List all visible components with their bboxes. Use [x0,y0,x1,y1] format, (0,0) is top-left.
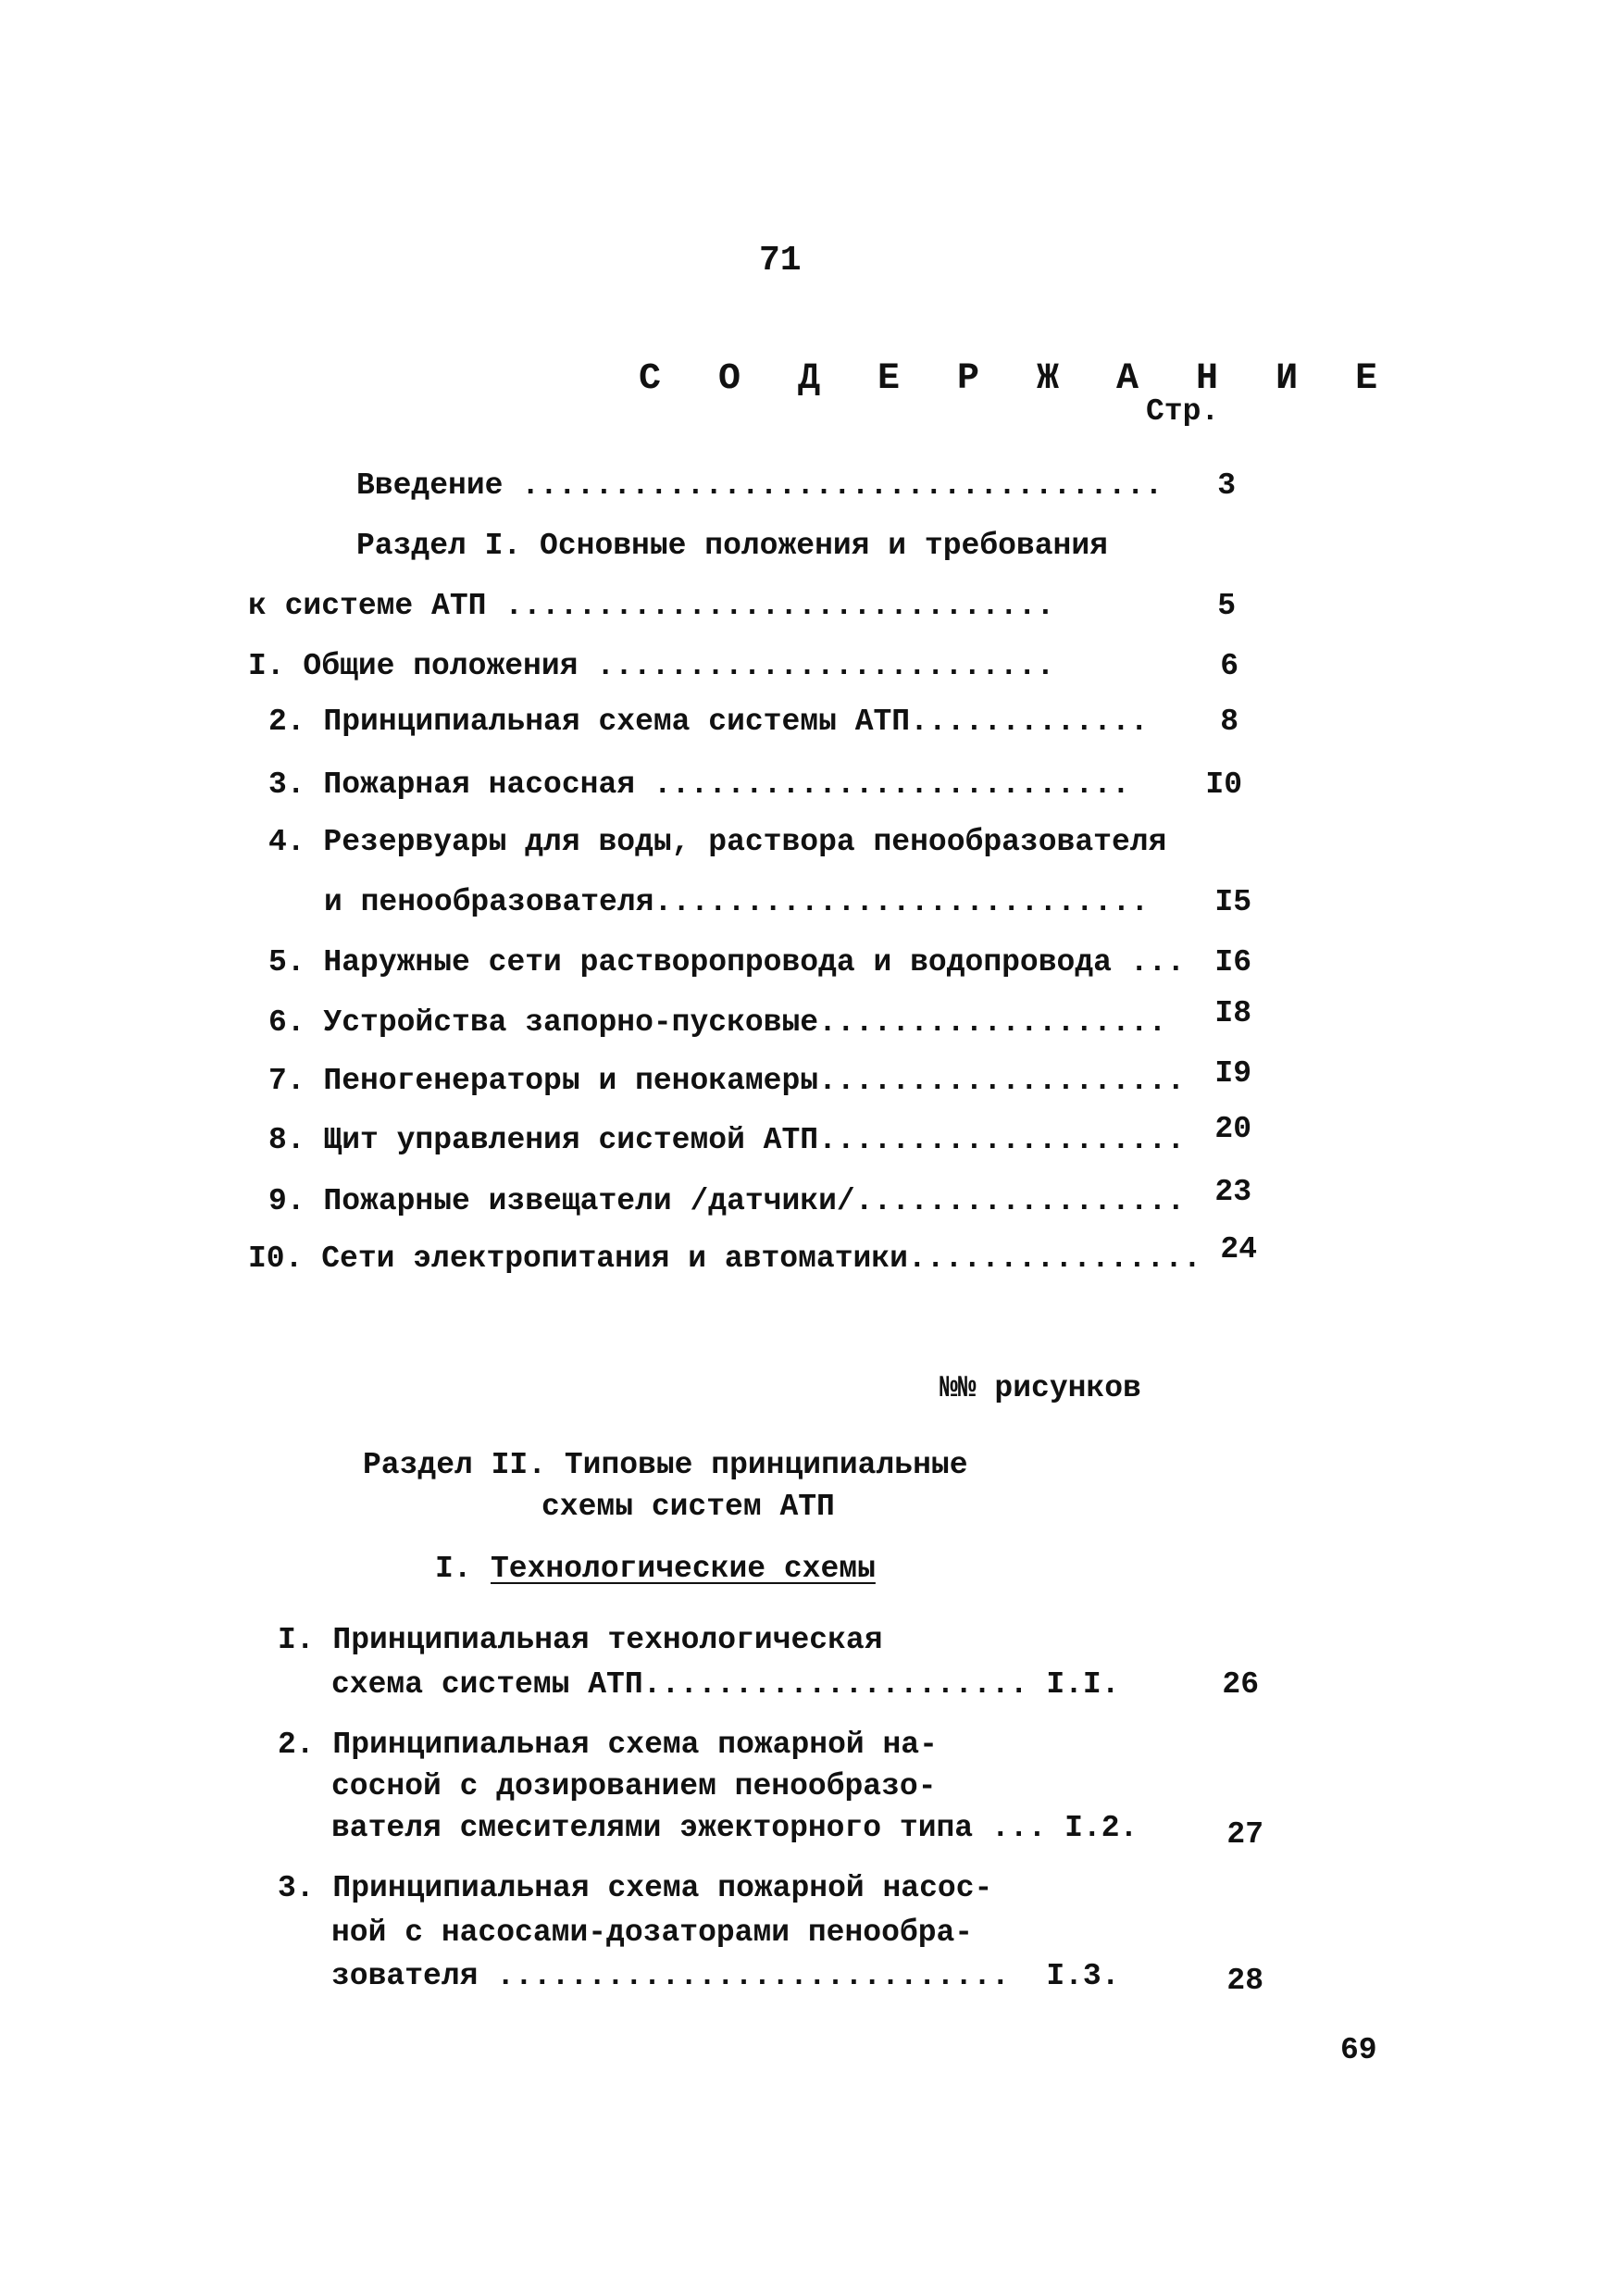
page-number-top: 71 [759,241,802,281]
figure-entry-page: 26 [1222,1667,1259,1702]
toc-entry-page: I6 [1214,945,1251,980]
subsection-title: Технологические схемы [491,1552,876,1586]
toc-entry-text: 3. Пожарная насосная .......................... [268,767,1130,802]
figure-entry-page: 27 [1226,1817,1263,1852]
toc-entry-text: 6. Устройства запорно-пусковые................... [268,1005,1167,1040]
figures-column-label: №№ рисунков [940,1371,1141,1405]
toc-entry-page: 8 [1220,705,1238,739]
figure-entry-text: 2. Принципиальная схема пожарной на- [278,1728,938,1762]
page-column-label: Стр. [1146,394,1220,429]
toc-entry-text: I. Общие положения ......................... [248,649,1055,683]
figure-entry-text: 3. Принципиальная схема пожарной насос- [278,1871,993,1905]
toc-entry-text: 8. Щит управления системой АТП.................... [268,1123,1186,1157]
section-title: Раздел II. Типовые принципиальные [363,1448,968,1482]
figure-entry-text: ной с насосами-дозаторами пенообра- [331,1915,974,1950]
toc-entry-text: и пенообразователя........................... [324,885,1150,919]
section-title: схемы систем АТП [541,1490,835,1524]
figure-entry-text: вателя смесителями эжекторного типа ... I.2. [331,1811,1139,1845]
toc-entry-text: к системе АТП .............................. [248,589,1055,623]
figure-entry-text: I. Принципиальная технологическая [278,1623,883,1657]
toc-entry-text: 2. Принципиальная схема системы АТП............. [268,705,1149,739]
toc-entry-text: Раздел I. Основные положения и требования [356,529,1108,563]
toc-entry-page: I9 [1214,1056,1251,1091]
toc-entry-page: 24 [1220,1232,1257,1267]
toc-entry-page: I5 [1214,885,1251,919]
page-number-bottom: 69 [1340,2033,1377,2067]
toc-entry-page: 23 [1214,1175,1251,1209]
toc-entry-text: 5. Наружные сети растворопровода и водопровода ... [268,945,1186,980]
toc-entry-page: 3 [1217,468,1236,503]
toc-entry-text: Введение ................................... [356,468,1164,503]
toc-entry-page: I0 [1205,767,1242,802]
toc-entry-text: 7. Пеногенераторы и пенокамеры.................... [268,1064,1186,1098]
toc-entry-page: 20 [1214,1112,1251,1146]
figure-entry-text: зователя ............................ I.3. [331,1959,1120,1993]
figure-entry-text: схема системы АТП..................... I.I. [331,1667,1120,1702]
toc-entry-page: I8 [1214,996,1251,1030]
toc-entry-text: 4. Резервуары для воды, раствора пенообразователя [268,825,1167,859]
toc-entry-page: 5 [1217,589,1236,623]
toc-entry-text: I0. Сети электропитания и автоматики................ [248,1242,1201,1276]
toc-entry-page: 6 [1220,649,1238,683]
subsection-number: I. [435,1552,472,1586]
figure-entry-text: сосной с дозированием пенообразо- [331,1769,937,1803]
figure-entry-page: 28 [1226,1964,1263,1998]
page-title: С О Д Е Р Ж А Н И Е [639,358,1396,400]
toc-entry-text: 9. Пожарные извещатели /датчики/.................. [268,1184,1186,1218]
